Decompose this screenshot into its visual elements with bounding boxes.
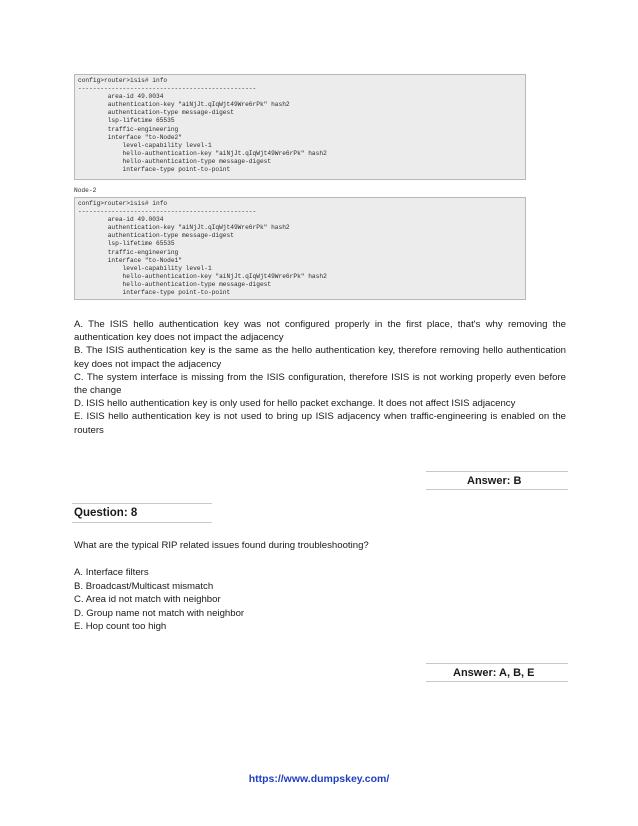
terminal-line: lsp-lifetime 65535 — [78, 117, 175, 125]
question-title: Question: 8 — [74, 507, 138, 519]
question8-options — [74, 566, 244, 634]
terminal-line: config>router>isis# info — [78, 77, 168, 84]
terminal-line: hello-authentication-key "aiNjJt.qIqWjt49Wre6rPk" hash2 — [78, 272, 327, 280]
divider — [72, 522, 212, 523]
terminal-line: hello-authentication-type message-digest — [78, 280, 272, 288]
config-screenshot-node2 — [74, 197, 526, 300]
terminal-line: authentication-type message-digest — [78, 232, 234, 240]
answer-option: C. The system interface is missing from the ISIS configuration, therefore ISIS is not working properly even before the change — [74, 371, 566, 397]
terminal-line: hello-authentication-key "aiNjJt.qIqWjt49Wre6rPk" hash2 — [78, 149, 327, 157]
divider — [72, 503, 212, 504]
terminal-line: area-id 49.0034 — [78, 216, 164, 224]
terminal-line: traffic-engineering — [78, 125, 179, 133]
terminal-line: ------------------------------------------------ — [78, 85, 257, 93]
divider — [426, 489, 568, 490]
divider — [426, 663, 568, 664]
answer-option: A. The ISIS hello authentication key was not configured properly in the first place, that's why removing the authentication key does not impact the adjacency — [74, 319, 566, 344]
answer-option: E. Hop count too high — [74, 621, 167, 633]
terminal-line: authentication-key "aiNjJt.qIqWjt49Wre6rPk" hash2 — [78, 224, 290, 232]
node-label: Node-2 — [74, 187, 97, 194]
answer-option: D. Group name not match with neighbor — [74, 607, 245, 619]
answer-option: E. ISIS hello authentication key is not used to bring up ISIS adjacency when traffic-engineering is enabled on the routers — [74, 411, 566, 436]
terminal-line: traffic-engineering — [78, 248, 179, 256]
terminal-line: level-capability level-1 — [78, 264, 212, 272]
terminal-line: hello-authentication-type message-digest — [78, 157, 272, 165]
terminal-line: lsp-lifetime 65535 — [78, 240, 175, 248]
question-text: What are the typical RIP related issues found during troubleshooting? — [74, 540, 369, 551]
terminal-line: config>router>isis# info — [78, 200, 168, 207]
answer-option: B. The ISIS authentication key is the same as the hello authentication key, therefore removing hello authentication key does not impact the adjacency — [74, 345, 566, 370]
answer-label: Answer: A, B, E — [453, 667, 535, 679]
divider — [426, 681, 568, 682]
terminal-line: authentication-type message-digest — [78, 109, 234, 117]
terminal-line: level-capability level-1 — [78, 141, 212, 149]
question7-options — [74, 318, 566, 437]
answer-option: A. Interface filters — [74, 567, 149, 578]
divider — [426, 471, 568, 472]
config-screenshot-node1 — [74, 74, 526, 180]
footer-link[interactable]: https://www.dumpskey.com/ — [248, 773, 390, 785]
answer-option: B. Broadcast/Multicast mismatch — [74, 580, 214, 592]
terminal-line: authentication-key "aiNjJt.qIqWjt49Wre6rPk" hash2 — [78, 101, 290, 109]
terminal-line: interface "to-Node2" — [78, 133, 182, 141]
terminal-line: area-id 49.0034 — [78, 93, 164, 101]
answer-label: Answer: B — [467, 475, 522, 487]
terminal-line: interface-type point-to-point — [78, 289, 231, 297]
answer-option: D. ISIS hello authentication key is only used for hello packet exchange. It does not affect ISIS adjacency — [74, 398, 516, 410]
terminal-line: interface "to-Node1" — [78, 256, 182, 264]
terminal-line: interface-type point-to-point — [78, 166, 231, 174]
terminal-line: ------------------------------------------------ — [78, 208, 257, 216]
answer-option: C. Area id not match with neighbor — [74, 594, 221, 606]
